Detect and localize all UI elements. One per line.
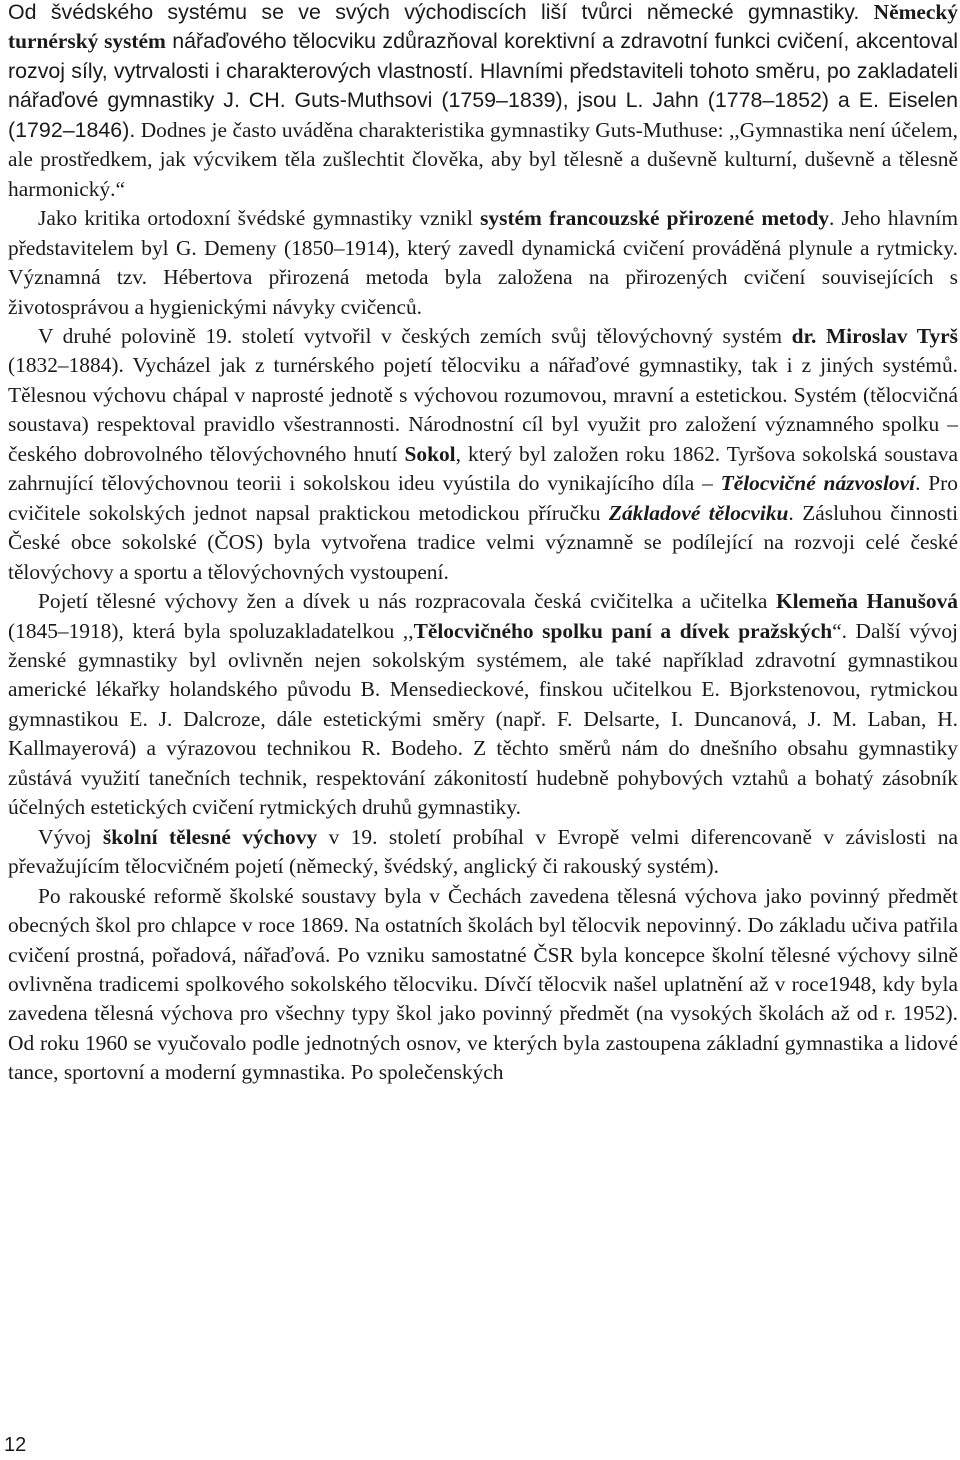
paragraph-austrian-reform — [8, 882, 958, 1088]
text-run: , který byl založen roku 1862. Tyršova sokolská soustava zahrnující tělovýchovnou teorii i sokolskou ideu vyústila do vynikajícího díla – — [8, 441, 958, 496]
text-run: Pojetí tělesné výchovy žen a dívek u nás rozpracovala česká cvičitelka a učitelka — [38, 589, 776, 614]
term-telocvicne-nazvoslovi: Tělocvičné názvosloví — [720, 471, 916, 496]
text-run: . Jeho hlavním představitelem byl G. Demeny (1850–1914), který zavedl dynamická cvičení prováděná plynule a rytmicky. Významná tzv. Hébertova přirozená metoda byla založena na přirozených cvičení souvisejících s životosprávou a hygienickými návyky cvičenců. — [8, 206, 958, 319]
text-run: . Pro cvičitele sokolských jednot napsal praktickou metodickou příručku — [8, 471, 958, 525]
term-sokol: Sokol — [404, 441, 456, 466]
text-run: Od švédského systému se ve svých východiscích liší tvůrci německé gymnastiky. — [8, 0, 874, 24]
term-german-turner-system: Německý turnérský systém — [8, 0, 958, 54]
paragraph-german-system — [8, 0, 958, 204]
text-run: V druhé polovině 19. století vytvořil v českých zemích svůj tělovýchovný systém — [38, 323, 792, 348]
text-run: nářaďového tělocviku zdůrazňoval korektivní a zdravotní funkci cvičení, akcentoval rozvoj síly, vytrvalosti i charakterových vlastností. Hlavními představiteli tohoto směru, po zakladateli nářaďové gymnastiky J. CH. Guts-Muthsovi (1759–1839), jsou L. Jahn (1778–1852) a E. Eiselen (1792–1846). — [8, 29, 959, 142]
term-zakladove-telocviku: Základové tělocviku — [608, 500, 789, 525]
text-run: . Zásluhou činnosti České obce sokolské (ČOS) byla vytvořena tradice velmi významně se podílející na rozvoji celé české tělovýchovy a sportu a tělovýchovných vystoupení. — [8, 500, 959, 584]
paragraph-womens-gymnastics — [8, 587, 958, 823]
page-number: 12 — [4, 1434, 27, 1456]
text-run: v 19. století probíhal v Evropě velmi diferencovaně v závislosti na převažujícím tělocvičném pojetí (německý, švédský, anglický či rakouský systém). — [8, 824, 958, 879]
text-run: Dodnes je často uváděna charakteristika gymnastiky Guts-Muthuse: ,,Gymnastika není účelem, ale prostředkem, jak výcvikem těla zušlechtit člověka, aby byl tělesně a duševně kulturní, duševně a tělesně harmonický.“ — [8, 117, 958, 201]
text-run: Vývoj — [38, 824, 103, 849]
term-skolni-telesna-vychova: školní tělesné výchovy — [102, 824, 318, 849]
document-page — [8, 0, 958, 1088]
term-french-natural-method: systém francouzské přirozené metody — [480, 206, 830, 231]
term-klemena-hanusova: Klemeňa Hanušová — [775, 589, 958, 614]
paragraph-tyrs — [8, 322, 958, 587]
text-run: “. Další vývoj ženské gymnastiky byl ovlivněn nejen sokolským systémem, ale také například zdravotní gymnastikou americké lékařky holandského původu B. Mensedieckové, finskou učitelkou E. Bjorkstenovou, rytmickou gymnastikou E. J. Dalcroze, dále estetickými směry (např. F. Delsarte, I. Duncanová, J. M. Laban, H. Kallmayerová) a výrazovou technikou R. Bodeho. Z těchto směrů nám do dnešního obsahu gymnastiky zůstává využití tanečních technik, respektování zákonitostí hudebně pohybových vztahů a bohatý zásobník účelných estetických cvičení rytmických druhů gymnastiky. — [8, 618, 958, 820]
text-run: (1832–1884). Vycházel jak z turnérského pojetí tělocviku a nářaďové gymnastiky, tak i z jiných systémů. Tělesnou výchovu chápal v naprosté jednotě s výchovou rozumovou, mravní a estetickou. Systém (tělocvičná soustava) respektoval pravidlo všestrannosti. Národnostní cíl byl využit pro založení významného spolku – českého dobrovolného tělovýchovného hnutí — [8, 353, 958, 466]
text-run: Po rakouské reformě školské soustavy byla v Čechách zavedena tělesná výchova jako povinný předmět obecných škol pro chlapce v roce 1869. Na ostatních školách byl tělocvik nepovinný. Do základu učiva patřila cvičení prostná, pořadová, nářaďová. Po vzniku samostatné ČSR byla koncepce školní tělesné výchovy silně ovlivněna tradicemi spolkového sokolského tělocviku. Dívčí tělocvik našel uplatnění až v roce1948, kdy byla zavedena tělesná výchova pro všechny typy škol jako povinný předmět (na vysokých školách až od r. 1952). Od roku 1960 se vyučovalo podle jednotných osnov, ve kterých byla zastoupena základní gymnastika a lidové tance, sportovní a moderní gymnastika. Po společenských — [8, 883, 958, 1085]
term-telocvicny-spolek: Tělocvičného spolku paní a dívek pražských — [413, 618, 833, 643]
paragraph-french-method — [8, 204, 958, 322]
term-miroslav-tyrs: dr. Miroslav Tyrš — [791, 323, 958, 348]
text-run: Jako kritika ortodoxní švédské gymnastiky vznikl — [38, 206, 481, 231]
text-run: (1845–1918), která byla spoluzakladatelkou ,, — [8, 618, 414, 643]
paragraph-school-pe — [8, 823, 958, 882]
